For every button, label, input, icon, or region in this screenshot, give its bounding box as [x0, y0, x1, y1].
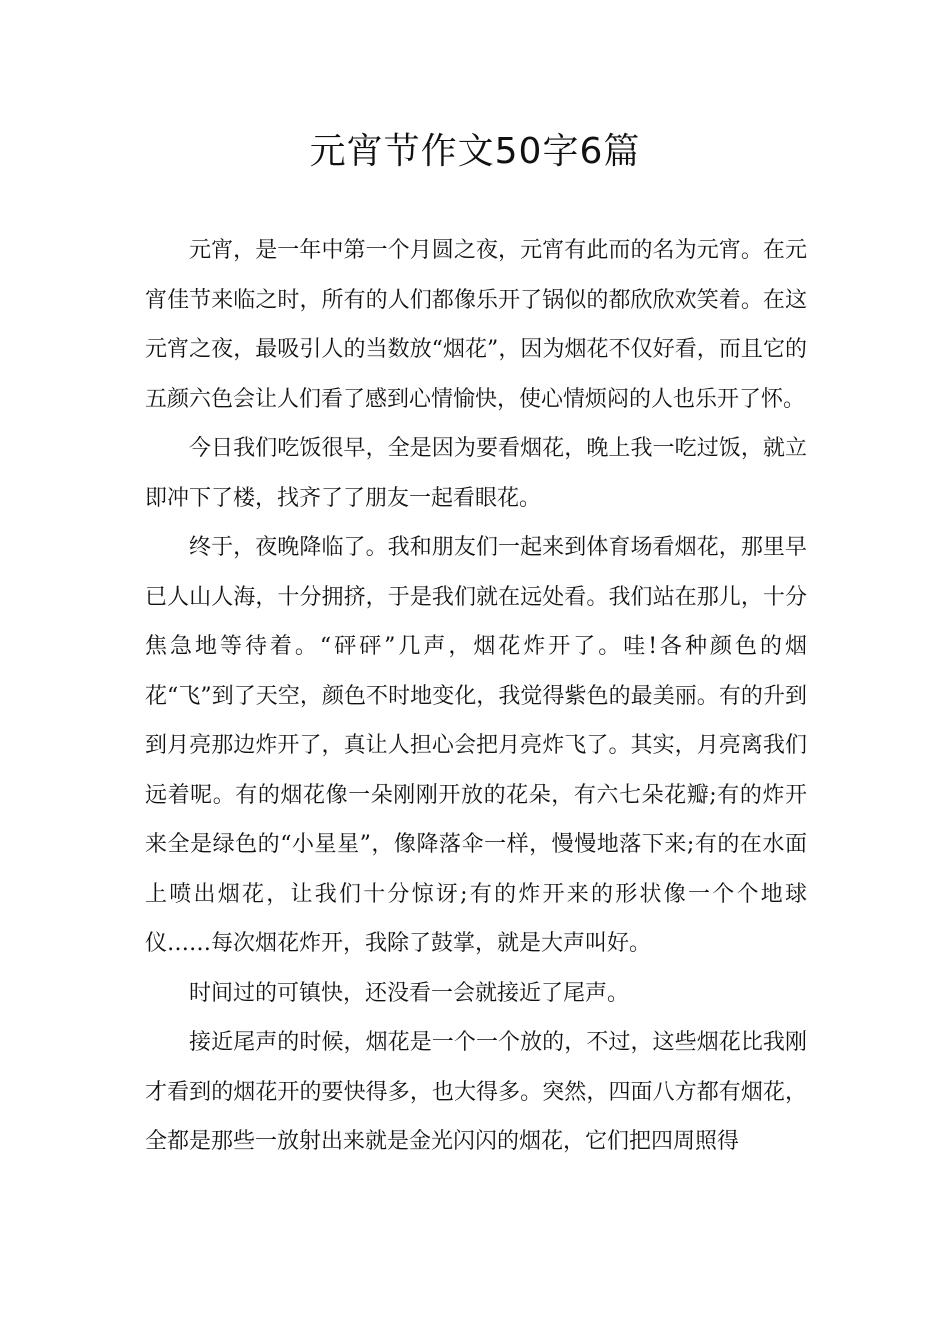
paragraph-3: 终于，夜晚降临了。我和朋友们一起来到体育场看烟花，那里早已人山人海，十分拥挤，于是我们就在远处看。我们站在那儿，十分焦急地等待着。“砰砰”几声，烟花炸开了。哇!各种颜色的烟花“飞”到了天空，颜色不时地变化，我觉得紫色的最美丽。有的升到到月亮那边炸开了，真让人担心会把月亮炸飞了。其实，月亮离我们远着呢。有的烟花像一朵刚刚开放的花朵，有六七朵花瓣;有的炸开来全是绿色的“小星星”，像降落伞一样，慢慢地落下来;有的在水面上喷出烟花，让我们十分惊讶;有的炸开来的形状像一个个地球仪……每次烟花炸开，我除了鼓掌，就是大声叫好。 — [145, 535, 807, 956]
paragraph-4: 时间过的可镇快，还没看一会就接近了尾声。 — [189, 980, 630, 1006]
document-body — [145, 226, 807, 1167]
document-title: 元宵节作文50字6篇 — [309, 131, 641, 172]
paragraph-1: 元宵，是一年中第一个月圆之夜，元宵有此而的名为元宵。在元宵佳节来临之时，所有的人们都像乐开了锅似的都欣欣欢笑着。在这元宵之夜，最吸引人的当数放“烟花”，因为烟花不仅好看，而且它的五颜六色会让人们看了感到心情愉快，使心情烦闷的人也乐开了怀。 — [145, 238, 807, 412]
paragraph-2: 今日我们吃饭很早，全是因为要看烟花，晚上我一吃过饭，就立即冲下了楼，找齐了了朋友一起看眼花。 — [145, 436, 807, 511]
paragraph-5: 接近尾声的时候，烟花是一个一个放的，不过，这些烟花比我刚才看到的烟花开的要快得多，也大得多。突然，四面八方都有烟花，全都是那些一放射出来就是金光闪闪的烟花，它们把四周照得 — [145, 1030, 807, 1154]
